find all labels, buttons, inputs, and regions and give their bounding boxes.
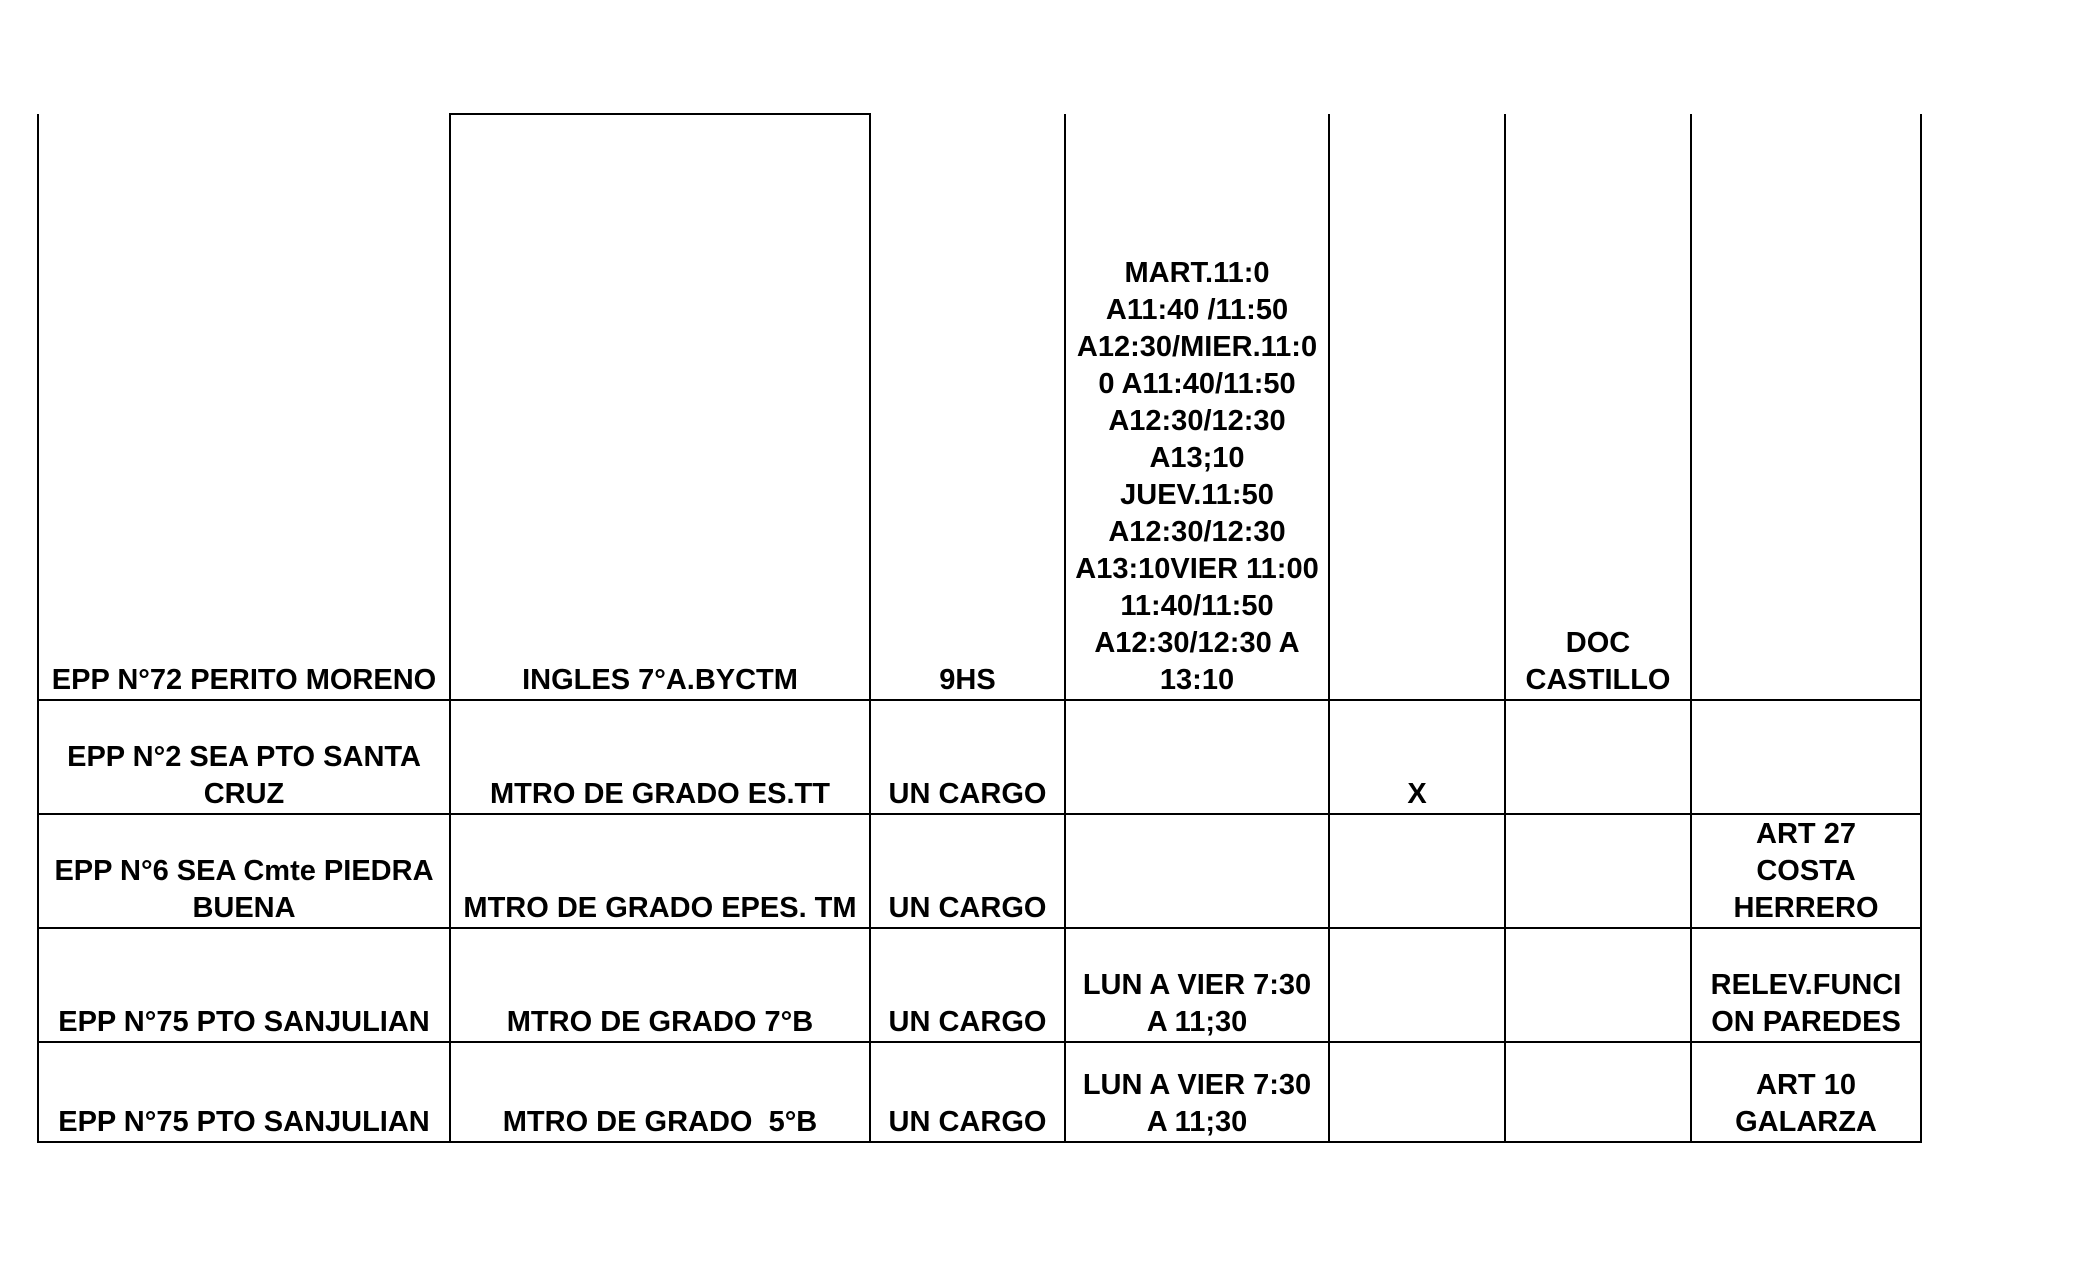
assignments-table (37, 113, 1922, 1143)
reason-cell (1691, 700, 1921, 814)
table-row (38, 928, 1921, 1042)
load-cell: UN CARGO (870, 928, 1065, 1042)
replacement-cell: DOC CASTILLO (1505, 114, 1691, 700)
schedule-cell: LUN A VIER 7:30 A 11;30 (1065, 1042, 1329, 1142)
table-row (38, 814, 1921, 928)
reason-cell: RELEV.FUNCI ON PAREDES (1691, 928, 1921, 1042)
replacement-cell (1505, 1042, 1691, 1142)
position-cell: INGLES 7°A.BYCTM (450, 114, 870, 700)
school-cell: EPP N°75 PTO SANJULIAN (38, 1042, 450, 1142)
schedule-cell: MART.11:0 A11:40 /11:50 A12:30/MIER.11:0 0 A11:40/11:50 A12:30/12:30 A13;10 JUEV.11:50 A12:30/12:30 A13:10VIER 11:00 11:40/11:50 A12:30/12:30 A 13:10 (1065, 114, 1329, 700)
mark-cell (1329, 1042, 1505, 1142)
reason-cell: ART 10 GALARZA (1691, 1042, 1921, 1142)
position-cell: MTRO DE GRADO 5°B (450, 1042, 870, 1142)
load-cell: UN CARGO (870, 814, 1065, 928)
load-cell: UN CARGO (870, 700, 1065, 814)
position-cell: MTRO DE GRADO ES.TT (450, 700, 870, 814)
school-cell: EPP N°72 PERITO MORENO (38, 114, 450, 700)
mark-cell (1329, 928, 1505, 1042)
school-cell: EPP N°2 SEA PTO SANTA CRUZ (38, 700, 450, 814)
school-cell: EPP N°75 PTO SANJULIAN (38, 928, 450, 1042)
school-cell: EPP N°6 SEA Cmte PIEDRA BUENA (38, 814, 450, 928)
replacement-cell (1505, 928, 1691, 1042)
table-row (38, 700, 1921, 814)
load-cell: UN CARGO (870, 1042, 1065, 1142)
schedule-cell (1065, 700, 1329, 814)
schedule-cell: LUN A VIER 7:30 A 11;30 (1065, 928, 1329, 1042)
table-row (38, 114, 1921, 700)
mark-cell (1329, 814, 1505, 928)
spreadsheet-page (37, 113, 1920, 1143)
position-cell: MTRO DE GRADO 7°B (450, 928, 870, 1042)
reason-cell (1691, 114, 1921, 700)
mark-cell: X (1329, 700, 1505, 814)
replacement-cell (1505, 700, 1691, 814)
schedule-cell (1065, 814, 1329, 928)
mark-cell (1329, 114, 1505, 700)
position-cell: MTRO DE GRADO EPES. TM (450, 814, 870, 928)
table-row (38, 1042, 1921, 1142)
replacement-cell (1505, 814, 1691, 928)
reason-cell: ART 27 COSTA HERRERO (1691, 814, 1921, 928)
load-cell: 9HS (870, 114, 1065, 700)
